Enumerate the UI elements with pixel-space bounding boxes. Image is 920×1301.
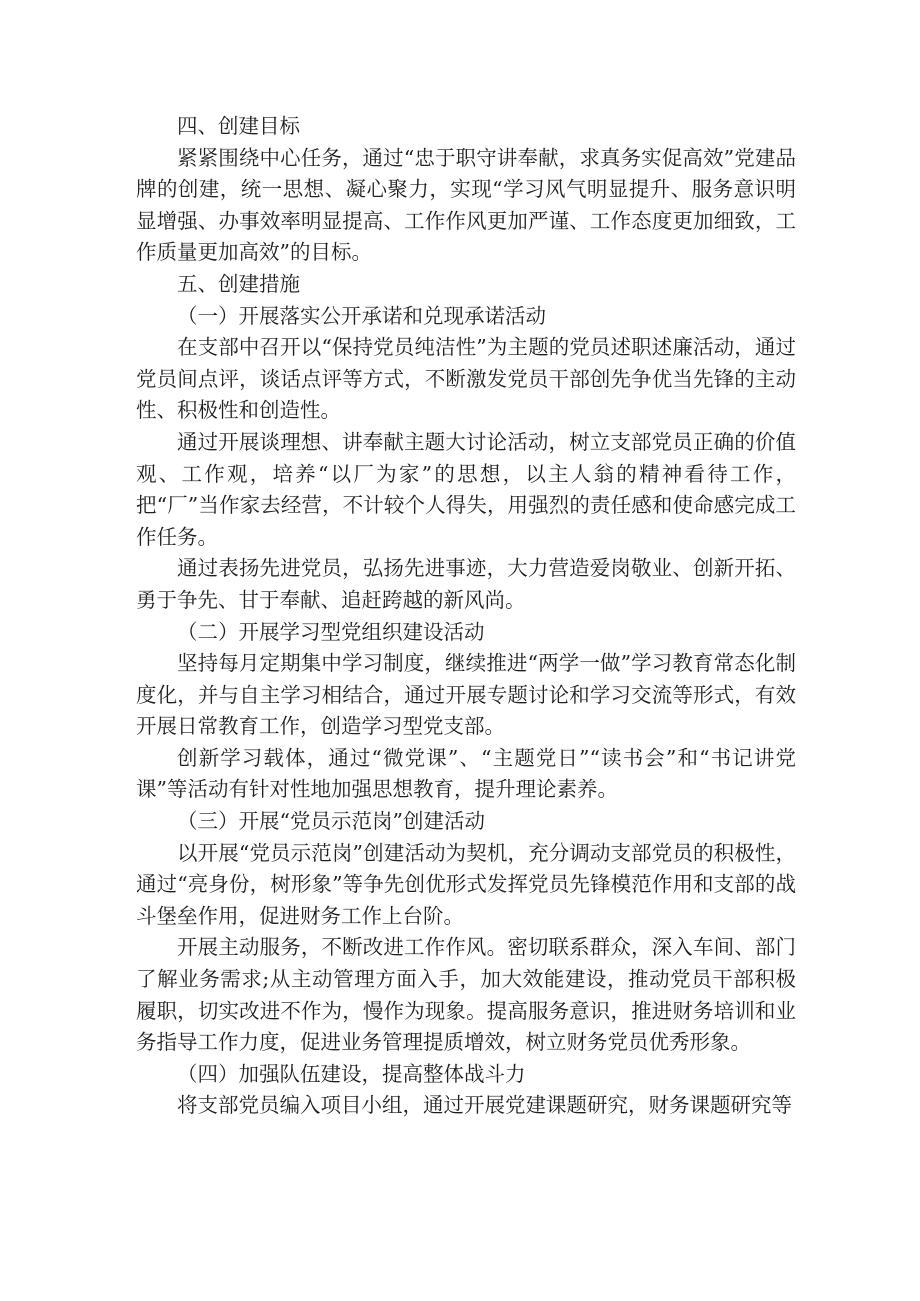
subsection-title-2: （二）开展学习型党组织建设活动 [177,619,485,644]
subsection-title-4: （四）加强队伍建设，提高整体战斗力 [177,1061,526,1086]
subsection-1-paragraph-2: 通过开展谈理想、讲奉献主题大讨论活动，树立支部党员正确的价值观、工作观，培养“以厂为家”的思想，以主人翁的精神看待工作，把“厂”当作家去经营，不计较个人得失，用强烈的责任感和使命感完成工作任务。 [136,429,796,549]
subsection-4-paragraph-1: 将支部党员编入项目小组，通过开展党建课题研究，财务课题研究等 [177,1093,792,1118]
subsection-title-3: （三）开展“党员示范岗”创建活动 [177,809,485,834]
subsection-2-paragraph-2: 创新学习载体，通过“微党课”、“主题党日”“读书会”和“书记讲党课”等活动有针对性地加强思想教育，提升理论素养。 [136,745,796,802]
section-heading-measures: 五、创建措施 [177,271,300,296]
subsection-3-paragraph-2: 开展主动服务，不断改进工作作风。密切联系群众，深入车间、部门了解业务需求;从主动管理方面入手，加大效能建设，推动党员干部积极履职，切实改进不作为，慢作为现象。提高服务意识，推进财务培训和业务指导工作力度，促进业务管理提质增效，树立财务党员优秀形象。 [136,935,796,1055]
subsection-title-1: （一）开展落实公开承诺和兑现承诺活动 [177,303,546,328]
subsection-3-paragraph-1: 以开展“党员示范岗”创建活动为契机，充分调动支部党员的积极性，通过“亮身份，树形象”等争先创优形式发挥党员先锋模范作用和支部的战斗堡垒作用，促进财务工作上台阶。 [136,840,796,928]
subsection-1-paragraph-3: 通过表扬先进党员，弘扬先进事迹，大力营造爱岗敬业、创新开拓、勇于争先、甘于奉献、追赶跨越的新风尚。 [136,556,796,612]
goals-paragraph: 紧紧围绕中心任务，通过“忠于职守讲奉献，求真务实促高效”党建品牌的创建，统一思想、凝心聚力，实现“学习风气明显提升、服务意识明显增强、办事效率明显提高、工作作风更加严谨、工作态度更加细致，工作质量更加高效”的目标。 [136,145,796,265]
subsection-2-paragraph-1: 坚持每月定期集中学习制度，继续推进“两学一做”学习教育常态化制度化，并与自主学习相结合，通过开展专题讨论和学习交流等形式，有效开展日常教育工作，创造学习型党支部。 [136,651,796,739]
section-heading-goals: 四、创建目标 [177,114,300,138]
document-body [136,111,796,1122]
subsection-1-paragraph-1: 在支部中召开以“保持党员纯洁性”为主题的党员述职述廉活动，通过党员间点评，谈话点评等方式，不断激发党员干部创先争优当先锋的主动性、积极性和创造性。 [136,335,796,423]
